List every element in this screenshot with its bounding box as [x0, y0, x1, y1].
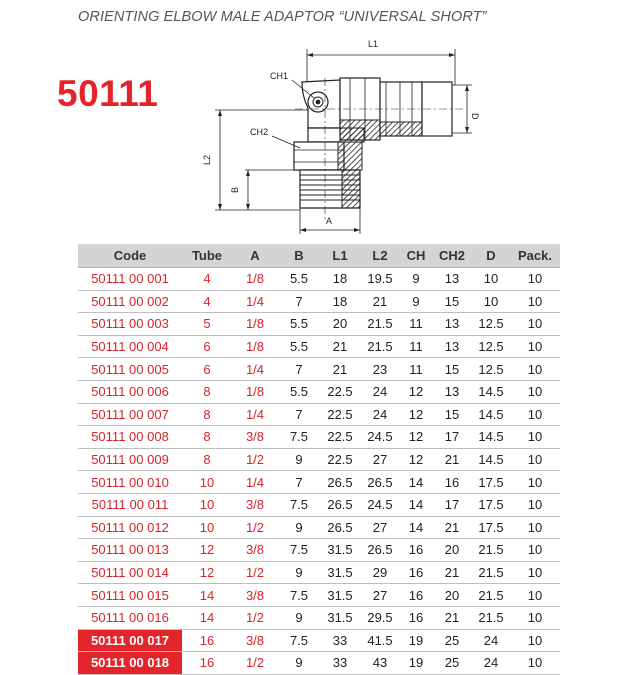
cell-code: 50111 00 005 — [78, 358, 182, 381]
cell-ch: 12 — [400, 448, 432, 471]
header-ch2: CH2 — [432, 244, 472, 268]
cell-l1: 21 — [320, 358, 360, 381]
cell-d: 21.5 — [472, 539, 510, 562]
cell-pack: 10 — [510, 471, 560, 494]
cell-l2: 27 — [360, 448, 400, 471]
table-row — [78, 516, 560, 539]
cell-ch: 14 — [400, 516, 432, 539]
cell-a: 3/8 — [232, 539, 278, 562]
cell-code: 50111 00 017 — [78, 629, 182, 652]
cell-ch2: 21 — [432, 448, 472, 471]
header-pack: Pack. — [510, 244, 560, 268]
cell-ch: 9 — [400, 268, 432, 291]
table-row — [78, 652, 560, 675]
cell-l2: 24.5 — [360, 493, 400, 516]
header-l2: L2 — [360, 244, 400, 268]
table-row — [78, 290, 560, 313]
cell-ch2: 13 — [432, 268, 472, 291]
cell-code: 50111 00 011 — [78, 493, 182, 516]
cell-pack: 10 — [510, 516, 560, 539]
header-code: Code — [78, 244, 182, 268]
cell-b: 7.5 — [278, 493, 320, 516]
label-a: A — [326, 216, 333, 226]
spec-table — [78, 244, 560, 675]
cell-tube: 4 — [182, 290, 232, 313]
cell-d: 21.5 — [472, 606, 510, 629]
cell-ch: 11 — [400, 358, 432, 381]
cell-l1: 22.5 — [320, 403, 360, 426]
cell-d: 17.5 — [472, 471, 510, 494]
cell-ch2: 17 — [432, 493, 472, 516]
cell-d: 24 — [472, 629, 510, 652]
cell-tube: 16 — [182, 652, 232, 675]
cell-ch2: 13 — [432, 313, 472, 336]
cell-ch2: 21 — [432, 606, 472, 629]
cell-l2: 29.5 — [360, 606, 400, 629]
cell-a: 1/4 — [232, 358, 278, 381]
cell-code: 50111 00 004 — [78, 335, 182, 358]
cell-ch2: 13 — [432, 380, 472, 403]
cell-l1: 31.5 — [320, 606, 360, 629]
cell-b: 7.5 — [278, 539, 320, 562]
cell-ch2: 15 — [432, 403, 472, 426]
cell-l1: 21 — [320, 335, 360, 358]
cell-l2: 24.5 — [360, 426, 400, 449]
cell-ch: 11 — [400, 313, 432, 336]
cell-tube: 14 — [182, 584, 232, 607]
cell-code: 50111 00 010 — [78, 471, 182, 494]
cell-tube: 4 — [182, 268, 232, 291]
cell-b: 7 — [278, 358, 320, 381]
cell-ch2: 20 — [432, 539, 472, 562]
cell-code: 50111 00 016 — [78, 606, 182, 629]
cell-l2: 43 — [360, 652, 400, 675]
cell-ch: 12 — [400, 403, 432, 426]
cell-a: 3/8 — [232, 629, 278, 652]
cell-d: 12.5 — [472, 335, 510, 358]
cell-d: 24 — [472, 652, 510, 675]
cell-l1: 31.5 — [320, 561, 360, 584]
table-row — [78, 606, 560, 629]
cell-tube: 10 — [182, 516, 232, 539]
label-l2: L2 — [202, 154, 212, 165]
cell-a: 1/8 — [232, 268, 278, 291]
cell-l1: 31.5 — [320, 539, 360, 562]
cell-ch: 12 — [400, 380, 432, 403]
cell-ch2: 21 — [432, 516, 472, 539]
cell-l2: 24 — [360, 380, 400, 403]
cell-pack: 10 — [510, 290, 560, 313]
cell-pack: 10 — [510, 358, 560, 381]
header-d: D — [472, 244, 510, 268]
cell-a: 1/2 — [232, 606, 278, 629]
cell-l2: 27 — [360, 516, 400, 539]
cell-ch: 16 — [400, 539, 432, 562]
cell-d: 21.5 — [472, 584, 510, 607]
table-row — [78, 561, 560, 584]
table-row — [78, 539, 560, 562]
cell-code: 50111 00 007 — [78, 403, 182, 426]
cell-pack: 10 — [510, 448, 560, 471]
cell-b: 7 — [278, 290, 320, 313]
cell-a: 1/4 — [232, 471, 278, 494]
part-number: 50111 — [57, 73, 159, 114]
cell-b: 9 — [278, 606, 320, 629]
cell-b: 9 — [278, 652, 320, 675]
cell-a: 1/4 — [232, 403, 278, 426]
label-ch1: CH1 — [270, 71, 289, 81]
label-ch2: CH2 — [250, 127, 269, 137]
cell-tube: 12 — [182, 561, 232, 584]
cell-l2: 21.5 — [360, 335, 400, 358]
cell-pack: 10 — [510, 561, 560, 584]
cell-a: 1/2 — [232, 561, 278, 584]
cell-d: 21.5 — [472, 561, 510, 584]
table-row — [78, 629, 560, 652]
cell-code: 50111 00 002 — [78, 290, 182, 313]
cell-ch2: 25 — [432, 652, 472, 675]
cell-ch: 19 — [400, 629, 432, 652]
cell-ch: 14 — [400, 493, 432, 516]
label-b: B — [230, 186, 240, 193]
cell-pack: 10 — [510, 629, 560, 652]
cell-b: 9 — [278, 448, 320, 471]
cell-l2: 21.5 — [360, 313, 400, 336]
cell-code: 50111 00 012 — [78, 516, 182, 539]
cell-l1: 26.5 — [320, 493, 360, 516]
cell-d: 17.5 — [472, 516, 510, 539]
cell-ch2: 17 — [432, 426, 472, 449]
cell-tube: 12 — [182, 539, 232, 562]
cell-code: 50111 00 014 — [78, 561, 182, 584]
cell-l1: 18 — [320, 268, 360, 291]
cell-a: 3/8 — [232, 426, 278, 449]
cell-b: 5.5 — [278, 313, 320, 336]
cell-a: 1/2 — [232, 448, 278, 471]
table-row — [78, 471, 560, 494]
cell-a: 1/2 — [232, 516, 278, 539]
cell-ch2: 20 — [432, 584, 472, 607]
cell-l2: 27 — [360, 584, 400, 607]
cell-code: 50111 00 001 — [78, 268, 182, 291]
cell-pack: 10 — [510, 584, 560, 607]
table-row — [78, 313, 560, 336]
cell-b: 5.5 — [278, 380, 320, 403]
header-b: B — [278, 244, 320, 268]
cell-l1: 22.5 — [320, 448, 360, 471]
cell-pack: 10 — [510, 426, 560, 449]
cell-ch: 12 — [400, 426, 432, 449]
cell-code: 50111 00 008 — [78, 426, 182, 449]
cell-ch: 16 — [400, 606, 432, 629]
cell-d: 14.5 — [472, 403, 510, 426]
cell-b: 7 — [278, 403, 320, 426]
cell-pack: 10 — [510, 313, 560, 336]
table-row — [78, 268, 560, 291]
cell-d: 12.5 — [472, 313, 510, 336]
cell-pack: 10 — [510, 493, 560, 516]
cell-tube: 14 — [182, 606, 232, 629]
label-d: D — [470, 113, 480, 120]
cell-tube: 8 — [182, 426, 232, 449]
cell-ch: 14 — [400, 471, 432, 494]
cell-tube: 8 — [182, 448, 232, 471]
cell-ch2: 13 — [432, 335, 472, 358]
cell-b: 7.5 — [278, 584, 320, 607]
cell-l1: 26.5 — [320, 516, 360, 539]
cell-l2: 21 — [360, 290, 400, 313]
cell-l2: 26.5 — [360, 471, 400, 494]
cell-pack: 10 — [510, 539, 560, 562]
cell-d: 14.5 — [472, 426, 510, 449]
cell-d: 12.5 — [472, 358, 510, 381]
table-row — [78, 335, 560, 358]
table-row — [78, 380, 560, 403]
cell-l1: 22.5 — [320, 426, 360, 449]
cell-d: 17.5 — [472, 493, 510, 516]
cell-b: 5.5 — [278, 268, 320, 291]
cell-tube: 10 — [182, 493, 232, 516]
cell-l1: 33 — [320, 629, 360, 652]
table-row — [78, 448, 560, 471]
table-row — [78, 493, 560, 516]
cell-pack: 10 — [510, 380, 560, 403]
cell-ch2: 15 — [432, 358, 472, 381]
cell-l1: 20 — [320, 313, 360, 336]
cell-tube: 8 — [182, 380, 232, 403]
cell-l1: 31.5 — [320, 584, 360, 607]
table-row — [78, 403, 560, 426]
header-ch: CH — [400, 244, 432, 268]
cell-a: 1/8 — [232, 313, 278, 336]
cell-l1: 33 — [320, 652, 360, 675]
cell-d: 14.5 — [472, 448, 510, 471]
header-a: A — [232, 244, 278, 268]
cell-l2: 41.5 — [360, 629, 400, 652]
cell-ch: 16 — [400, 561, 432, 584]
cell-l2: 19.5 — [360, 268, 400, 291]
table-row — [78, 358, 560, 381]
cell-tube: 6 — [182, 358, 232, 381]
cell-b: 7.5 — [278, 426, 320, 449]
cell-a: 1/4 — [232, 290, 278, 313]
header-l1: L1 — [320, 244, 360, 268]
cell-ch2: 25 — [432, 629, 472, 652]
cell-ch2: 21 — [432, 561, 472, 584]
cell-b: 7 — [278, 471, 320, 494]
cell-l2: 23 — [360, 358, 400, 381]
cell-pack: 10 — [510, 606, 560, 629]
cell-tube: 5 — [182, 313, 232, 336]
cell-b: 7.5 — [278, 629, 320, 652]
cell-a: 3/8 — [232, 584, 278, 607]
cell-code: 50111 00 009 — [78, 448, 182, 471]
cell-code: 50111 00 013 — [78, 539, 182, 562]
cell-l1: 22.5 — [320, 380, 360, 403]
cell-tube: 8 — [182, 403, 232, 426]
cell-d: 10 — [472, 290, 510, 313]
cell-a: 1/2 — [232, 652, 278, 675]
cell-tube: 10 — [182, 471, 232, 494]
cell-b: 5.5 — [278, 335, 320, 358]
cell-l1: 18 — [320, 290, 360, 313]
cell-code: 50111 00 015 — [78, 584, 182, 607]
cell-pack: 10 — [510, 335, 560, 358]
cell-l2: 24 — [360, 403, 400, 426]
cell-ch: 19 — [400, 652, 432, 675]
cell-code: 50111 00 003 — [78, 313, 182, 336]
header-tube: Tube — [182, 244, 232, 268]
table-header-row — [78, 244, 560, 268]
cell-a: 1/8 — [232, 335, 278, 358]
cell-ch: 16 — [400, 584, 432, 607]
cell-tube: 16 — [182, 629, 232, 652]
cell-ch2: 16 — [432, 471, 472, 494]
cell-code: 50111 00 006 — [78, 380, 182, 403]
cell-l2: 29 — [360, 561, 400, 584]
document-title: ORIENTING ELBOW MALE ADAPTOR “UNIVERSAL SHORT” — [78, 9, 487, 25]
cell-ch: 9 — [400, 290, 432, 313]
label-l1: L1 — [368, 39, 379, 49]
cell-tube: 6 — [182, 335, 232, 358]
table-row — [78, 584, 560, 607]
cell-l2: 26.5 — [360, 539, 400, 562]
cell-pack: 10 — [510, 268, 560, 291]
cell-a: 1/8 — [232, 380, 278, 403]
cell-ch: 11 — [400, 335, 432, 358]
cell-d: 10 — [472, 268, 510, 291]
cell-b: 9 — [278, 516, 320, 539]
cell-pack: 10 — [510, 652, 560, 675]
cell-a: 3/8 — [232, 493, 278, 516]
cell-ch2: 15 — [432, 290, 472, 313]
cell-pack: 10 — [510, 403, 560, 426]
table-row — [78, 426, 560, 449]
cell-code: 50111 00 018 — [78, 652, 182, 675]
cell-b: 9 — [278, 561, 320, 584]
cell-d: 14.5 — [472, 380, 510, 403]
cell-l1: 26.5 — [320, 471, 360, 494]
technical-drawing — [190, 30, 480, 240]
